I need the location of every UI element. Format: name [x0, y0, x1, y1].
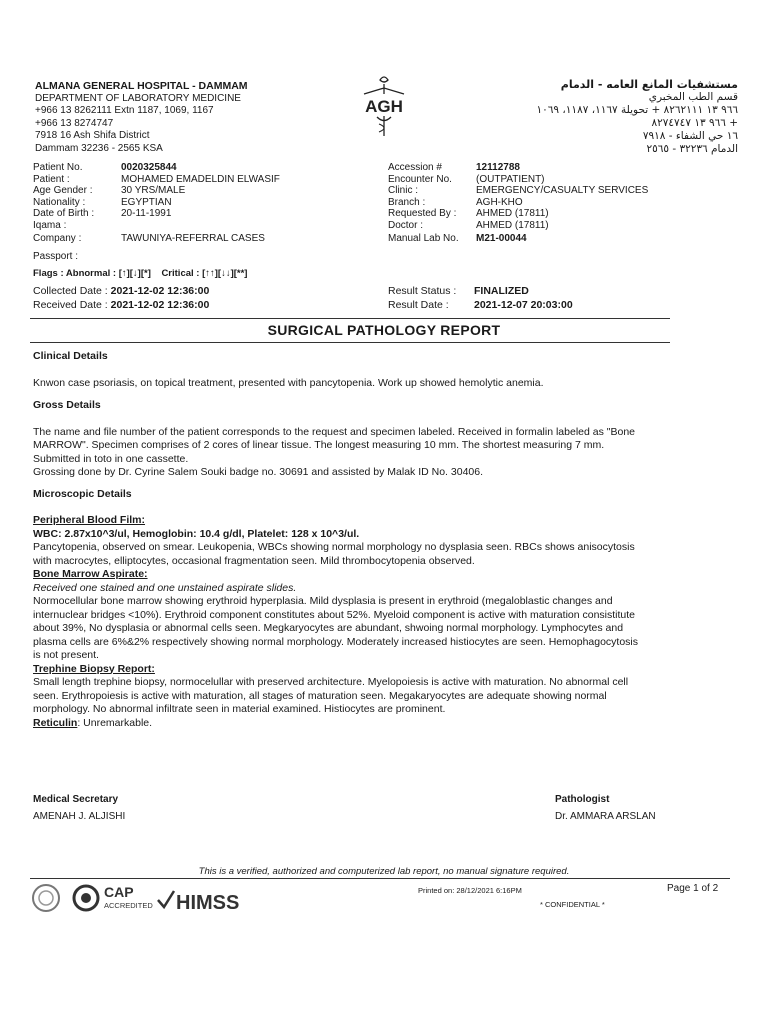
- trephine-text: Small length trephine biopsy, normocelullar with preserved architecture. Myelopoiesis is active with maturation. No abnormal cell seen. Erythropoiesis is active with maturation, all stages of maturation seen. Megakaryocytes are adequate showing normal morphology. No abnormal infiltrate seen in material examined. Histiocytes are prominent.: [33, 676, 629, 715]
- phone-line-1-ar: ٩٦٦ ١٣ ٨٢٦٢١١١ + تحويلة ١١٦٧، ١١٨٧، ١٠٦٩: [536, 104, 738, 116]
- printed-label: Printed on:: [418, 886, 455, 895]
- reticulin-heading: Reticulin: [33, 716, 78, 729]
- gross-text: The name and file number of the patient corresponds to the request and specimen labeled. Received in formalin labeled as "Bone MARROW". Specimen comprises of 2 cores of linear tissue. The longest measuring 10 mm. The shortest measuring 7 mm. Submitted in toto in one cassette.: [33, 425, 636, 465]
- divider-top: [30, 318, 670, 319]
- report-body: [33, 350, 643, 730]
- bma-heading: Bone Marrow Aspirate:: [33, 568, 148, 580]
- critical-flag-values: [↑↑][↓↓][**]: [202, 268, 248, 279]
- hospital-logo: [358, 74, 410, 138]
- branch: AGH-KHO: [476, 196, 523, 208]
- trephine-heading: Trephine Biopsy Report:: [33, 662, 155, 675]
- received-date: 2021-12-02 12:36:00: [110, 299, 210, 311]
- clinical-text: Knwon case psoriasis, on topical treatment, presented with pancytopenia. Work up showed hemolytic anemia.: [33, 376, 544, 389]
- secretary-name: AMENAH J. ALJISHI: [33, 811, 126, 822]
- flags-legend: [33, 268, 247, 279]
- iqama-label: Iqama :: [33, 219, 67, 231]
- divider-title: [30, 342, 670, 343]
- pbf-heading: Peripheral Blood Film:: [33, 514, 146, 526]
- encounter: (OUTPATIENT): [476, 173, 545, 185]
- patient-no-label: Patient No.: [33, 162, 83, 173]
- result-status: [388, 285, 573, 313]
- result-status-value: FINALIZED: [474, 285, 529, 297]
- clinic: EMERGENCY/CASUALTY SERVICES: [476, 185, 649, 196]
- doctor-label: Doctor :: [388, 219, 424, 231]
- printed-datetime: 28/12/2021 6:16PM: [456, 886, 522, 895]
- result-status-label: Result Status :: [388, 285, 457, 297]
- result-date: 2021-12-07 20:03:00: [474, 299, 573, 311]
- phone-line-2-ar: + ٩٦٦ ١٣ ٨٢٧٤٧٤٧: [651, 117, 738, 129]
- cap-text: CAP: [104, 884, 134, 900]
- divider-footer: [30, 878, 730, 879]
- accredited-text: ACCREDITED: [104, 901, 153, 910]
- accession-no: 12112788: [476, 162, 520, 173]
- gross-text-2: Grossing done by Dr. Cyrine Salem Souki badge no. 30691 and assisted by Malak ID No. 30406.: [33, 466, 484, 478]
- report-title: SURGICAL PATHOLOGY REPORT: [267, 322, 501, 338]
- doctor: AHMED (17811): [476, 219, 549, 231]
- pathologist-block: [555, 794, 656, 822]
- hospital-header-ar: [438, 78, 738, 156]
- department-name: DEPARTMENT OF LABORATORY MEDICINE: [35, 92, 241, 104]
- abnormal-flag-values: [↑][↓][*]: [118, 268, 151, 279]
- printed-on: [418, 886, 522, 895]
- dob-label: Date of Birth :: [33, 208, 95, 219]
- phone-line-2: +966 13 8274747: [35, 117, 114, 129]
- manual-lab-label: Manual Lab No.: [388, 233, 459, 244]
- bma-italic: Received one stained and one unstained aspirate slides.: [33, 581, 297, 594]
- requested-by: AHMED (17811): [476, 208, 549, 219]
- verified-note: This is a verified, authorized and computerized lab report, no manual signature required.: [198, 866, 570, 877]
- nationality-label: Nationality :: [33, 196, 86, 208]
- abnormal-flag-label: Flags : Abnormal :: [33, 268, 117, 279]
- age-gender-label: Age Gender :: [33, 185, 93, 196]
- specimen-dates: [33, 285, 209, 313]
- patient-no: 0020325844: [121, 162, 177, 173]
- phone-line-1: +966 13 8262111 Extn 1187, 1069, 1167: [35, 105, 214, 116]
- branch-label: Branch :: [388, 196, 426, 208]
- pbf-text: Pancytopenia, observed on smear. Leukopenia, WBCs showing normal morphology no dysplasia seen. RBCs shows anisocytosis with macrocytes, elliptocytes, occasional fragmentation seen. Mild thrombocytopenia observed.: [33, 541, 635, 567]
- collected-date: 2021-12-02 12:36:00: [110, 285, 210, 297]
- secretary-block: [33, 794, 125, 822]
- pathologist-label: Pathologist: [555, 794, 610, 805]
- received-date-label: Received Date :: [33, 299, 108, 311]
- clinical-heading: Clinical Details: [33, 350, 108, 362]
- passport-label: Passport :: [33, 251, 79, 262]
- hospital-header-en: [35, 80, 248, 155]
- address-line-1: 7918 16 Ash Shifa District: [35, 130, 150, 141]
- manual-lab-no: M21-00044: [476, 233, 527, 244]
- himss-text: HIMSS: [176, 892, 240, 914]
- bma-text: Normocellular bone marrow showing erythroid hyperplasia. Mild dysplasia is present in erythroid (megaloblastic changes and internuclear bridges <10%). Erythroid component constitutes about 52%. Myeloid component is active with maturation consistitute about 39%, No dysplasia or abnormal cells seen. Megkaryocytes are abundant, shwoing normal morphology. Lymphocytes and plasma cells are 6%&2% respectively showing normal morphology. Moderately increased histiocytes are seen. Hemophagocytosis is not present.: [33, 595, 639, 661]
- critical-flag-label: Critical :: [161, 268, 200, 279]
- page-number: Page 1 of 2: [667, 883, 719, 894]
- hospital-name: ALMANA GENERAL HOSPITAL - DAMMAM: [35, 80, 248, 92]
- patient-name: MOHAMED EMADELDIN ELWASIF: [121, 173, 280, 185]
- encounter-label: Encounter No.: [388, 173, 452, 185]
- address-line-2-ar: الدمام ٣٢٢٣٦ - ٢٥٦٥: [646, 143, 738, 155]
- company: TAWUNIYA-REFERRAL CASES: [121, 233, 265, 244]
- company-label: Company :: [33, 233, 82, 244]
- department-name-ar: قسم الطب المخبري: [648, 91, 738, 103]
- collected-date-label: Collected Date :: [33, 285, 108, 297]
- dob: 20-11-1991: [121, 208, 172, 219]
- secretary-label: Medical Secretary: [33, 794, 119, 805]
- reticulin-line: [33, 717, 643, 731]
- pbf-values: WBC: 2.87x10^3/ul, Hemoglobin: 10.4 g/dl, Platelet: 128 x 10^3/ul.: [33, 527, 360, 540]
- logo-text: AGH: [365, 97, 403, 116]
- age-gender: 30 YRS/MALE: [121, 185, 186, 196]
- address-line-2: Dammam 32236 - 2565 KSA: [35, 142, 163, 154]
- gross-heading: Gross Details: [33, 399, 101, 411]
- confidential-label: * CONFIDENTIAL *: [540, 900, 605, 909]
- hospital-name-ar: مستشفيات المانع العامه - الدمام: [560, 78, 738, 91]
- nationality: EGYPTIAN: [121, 196, 172, 208]
- reticulin-text: : Unremarkable.: [77, 716, 153, 729]
- requested-by-label: Requested By :: [388, 208, 457, 219]
- result-date-label: Result Date :: [388, 299, 449, 311]
- accreditation-logos: [30, 880, 250, 916]
- address-line-1-ar: ١٦ حي الشفاء - ٧٩١٨: [642, 130, 738, 142]
- accession-label: Accession #: [388, 162, 442, 173]
- clinic-label: Clinic :: [388, 185, 419, 196]
- microscopic-heading: Microscopic Details: [33, 487, 132, 500]
- patient-name-label: Patient :: [33, 173, 70, 185]
- pathologist-name: Dr. AMMARA ARSLAN: [555, 811, 656, 822]
